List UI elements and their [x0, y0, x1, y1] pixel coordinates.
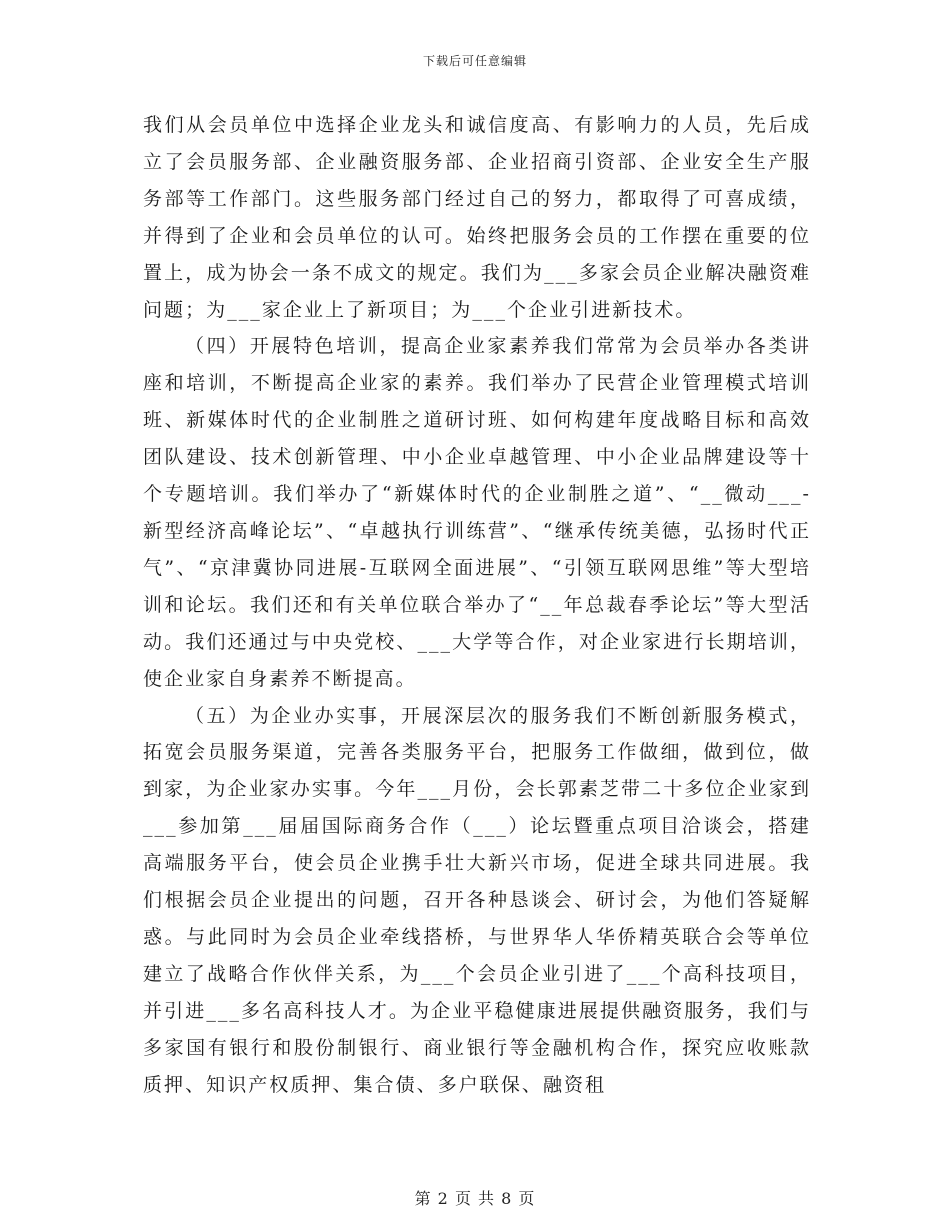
page-header-note: 下载后可任意编辑: [422, 54, 527, 68]
paragraph-training: （四）开展特色培训，提高企业家素养我们常常为会员举办各类讲座和培训，不断提高企业家的素养。我们举办了民营企业管理模式培训班、新媒体时代的企业制胜之道研讨班、如何构建年度战略目标和高效团队建设、技术创新管理、中小企业卓越管理、中小企业品牌建设等十个专题培训。我们举办了“新媒体时代的企业制胜之道”、“__微动___-新型经济高峰论坛”、“卓越执行训练营”、“继承传统美德，弘扬时代正气”、“京津冀协同进展-互联网全面进展”、“引领互联网思维”等大型培训和论坛。我们还和有关单位联合举办了“__年总裁春季论坛”等大型活动。我们还通过与中央党校、___大学等合作，对企业家进行长期培训，使企业家自身素养不断提高。: [143, 335, 811, 690]
paragraph-member-services: 我们从会员单位中选择企业龙头和诚信度高、有影响力的人员，先后成立了会员服务部、企业融资服务部、企业招商引资部、企业安全生产服务部等工作部门。这些服务部门经过自己的努力，都取得了可喜成绩，并得到了企业和会员单位的认可。始终把服务会员的工作摆在重要的位置上，成为协会一条不成文的规定。我们为___多家会员企业解决融资难问题；为___家企业上了新项目；为___个企业引进新技术。: [143, 114, 811, 321]
document-body: [143, 107, 811, 1103]
paragraph-practical-services: （五）为企业办实事，开展深层次的服务我们不断创新服务模式，拓宽会员服务渠道，完善各类服务平台，把服务工作做细，做到位，做到家，为企业家办实事。今年___月份，会长郭素芝带二十多位企业家到___参加第___届届国际商务合作（___）论坛暨重点项目洽谈会，搭建高端服务平台，使会员企业携手壮大新兴市场，促进全球共同进展。我们根据会员企业提出的问题，召开各种恳谈会、研讨会，为他们答疑解惑。与此同时为会员企业牵线搭桥，与世界华人华侨精英联合会等单位建立了战略合作伙伴关系，为___个会员企业引进了___个高科技项目，并引进___多名高科技人才。为企业平稳健康进展提供融资服务，我们与多家国有银行和股份制银行、商业银行等金融机构合作，探究应收账款质押、知识产权质押、集合债、多户联保、融资租: [143, 704, 811, 1096]
page-number: 第 2 页 共 8 页: [414, 1189, 536, 1208]
